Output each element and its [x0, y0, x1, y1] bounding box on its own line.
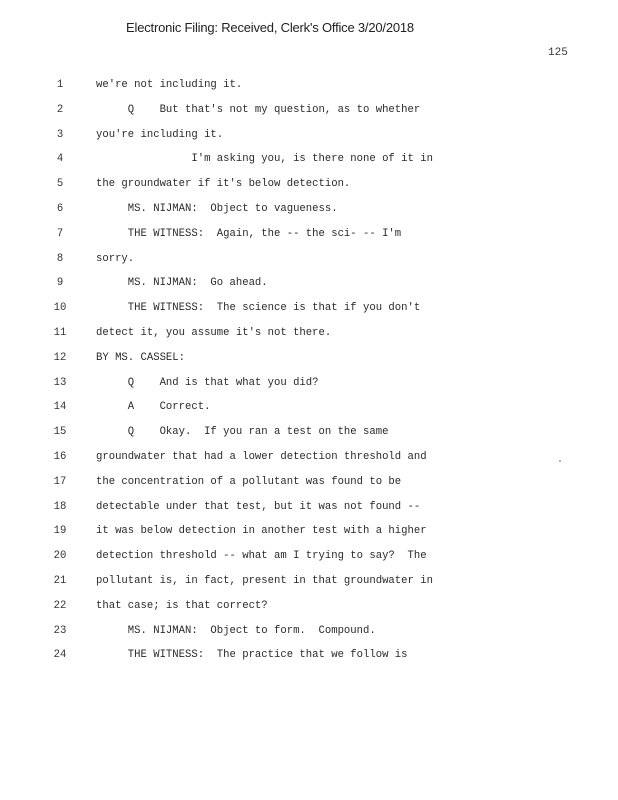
- line-number: 1: [56, 79, 64, 91]
- line-text: Q And is that what you did?: [96, 376, 319, 389]
- line-number: 17: [53, 475, 67, 488]
- line-text: Q But that's not my question, as to whether: [96, 103, 421, 116]
- line-number: 15: [53, 426, 67, 439]
- line-text: detectable under that test, but it was not found --: [96, 500, 421, 513]
- transcript-line: [0, 377, 618, 393]
- line-text: the concentration of a pollutant was found to be: [96, 475, 402, 488]
- transcript-line: [0, 575, 618, 591]
- transcript-line: [0, 625, 618, 641]
- line-text: detect it, you assume it's not there.: [96, 327, 332, 339]
- line-number: 20: [53, 550, 67, 563]
- transcript-line: [0, 327, 618, 343]
- line-number: 9: [56, 277, 64, 290]
- line-number: 8: [56, 252, 64, 265]
- line-number: 7: [56, 227, 64, 240]
- line-number: 10: [53, 302, 67, 315]
- line-text: MS. NIJMAN: Object to form. Compound.: [96, 624, 376, 637]
- transcript-line: [0, 476, 618, 492]
- line-number: 11: [53, 327, 67, 339]
- line-number: 18: [53, 500, 67, 513]
- line-number: 16: [53, 451, 67, 463]
- transcript-line: [0, 352, 618, 368]
- line-number: 14: [53, 401, 67, 414]
- transcript-line: [0, 178, 618, 194]
- line-text: groundwater that had a lower detection threshold and: [96, 451, 427, 463]
- filing-stamp-header: Electronic Filing: Received, Clerk's Office 3/20/2018: [126, 20, 414, 35]
- line-text: the groundwater if it's below detection.: [96, 178, 351, 191]
- transcript-line: [0, 79, 618, 95]
- line-number: 12: [53, 351, 67, 364]
- line-number: 6: [56, 203, 64, 215]
- line-text: THE WITNESS: Again, the -- the sci- -- I'm: [96, 227, 402, 240]
- line-number: 22: [53, 599, 67, 612]
- transcript-line: [0, 203, 618, 219]
- line-number: 13: [53, 376, 67, 389]
- transcript-line: [0, 501, 618, 517]
- line-number: 24: [53, 649, 67, 662]
- line-text: BY MS. CASSEL:: [96, 351, 186, 364]
- transcript-line: [0, 302, 618, 318]
- line-text: you're including it.: [96, 128, 224, 141]
- transcript-line: [0, 451, 618, 467]
- transcript-line: [0, 649, 618, 665]
- line-text: THE WITNESS: The practice that we follow is: [96, 649, 408, 662]
- transcript-line: [0, 426, 618, 442]
- scan-speck: [559, 460, 561, 462]
- page-number: 125: [548, 47, 568, 59]
- line-number: 19: [53, 525, 67, 538]
- line-number: 2: [56, 103, 64, 116]
- line-text: we're not including it.: [96, 79, 243, 91]
- line-number: 3: [56, 128, 64, 141]
- line-text: that case; is that correct?: [96, 599, 268, 612]
- transcript-line: [0, 153, 618, 169]
- transcript-line: [0, 550, 618, 566]
- line-number: 5: [56, 178, 64, 191]
- line-text: MS. NIJMAN: Go ahead.: [96, 277, 268, 290]
- line-text: MS. NIJMAN: Object to vagueness.: [96, 203, 338, 215]
- transcript-line: [0, 104, 618, 120]
- line-text: it was below detection in another test with a higher: [96, 525, 427, 538]
- transcript-line: [0, 525, 618, 541]
- line-text: pollutant is, in fact, present in that groundwater in: [96, 575, 433, 587]
- line-text: detection threshold -- what am I trying to say? The: [96, 550, 427, 563]
- transcript-line: [0, 228, 618, 244]
- line-number: 23: [53, 624, 67, 637]
- transcript-line: [0, 277, 618, 293]
- line-text: THE WITNESS: The science is that if you don't: [96, 302, 421, 315]
- transcript-line: [0, 253, 618, 269]
- transcript-line: [0, 401, 618, 417]
- transcript-line: [0, 600, 618, 616]
- line-text: I'm asking you, is there none of it in: [96, 153, 433, 166]
- line-number: 21: [53, 575, 67, 587]
- line-text: A Correct.: [96, 401, 211, 414]
- line-text: sorry.: [96, 252, 135, 265]
- transcript-line: [0, 129, 618, 145]
- line-number: 4: [56, 153, 64, 166]
- line-text: Q Okay. If you ran a test on the same: [96, 426, 389, 439]
